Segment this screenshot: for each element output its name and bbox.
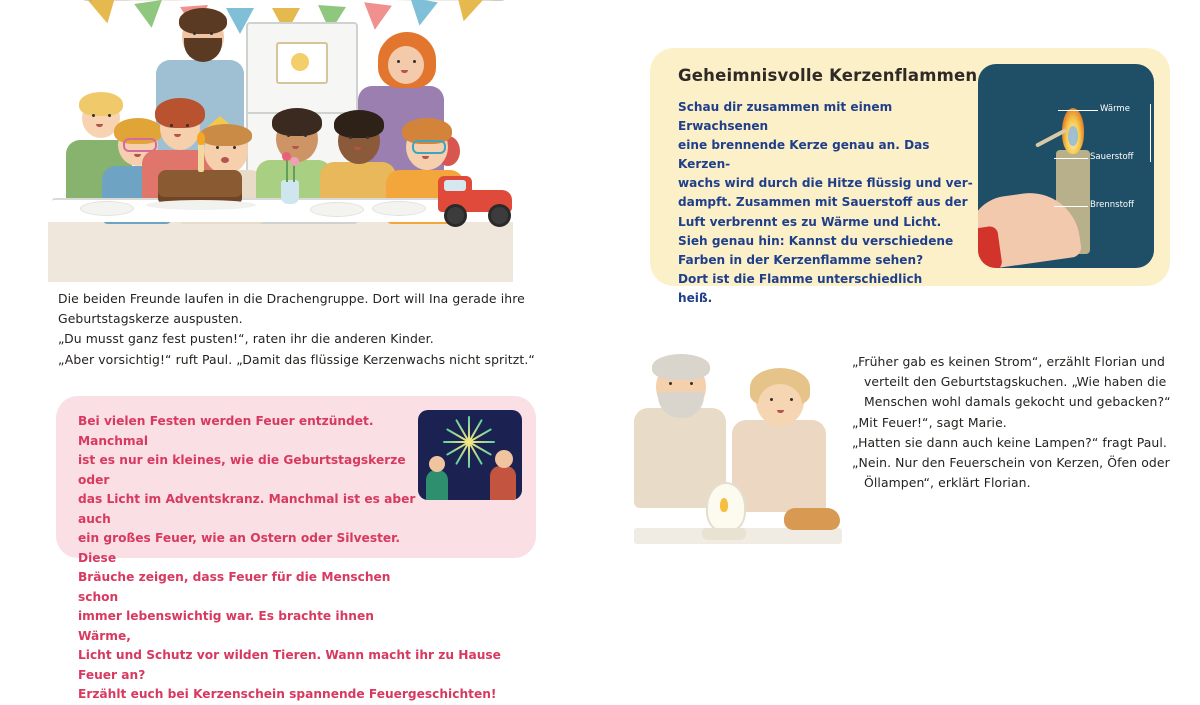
adult-woman-face xyxy=(388,46,424,84)
right-story-paragraph xyxy=(852,352,1172,494)
toy-car-window xyxy=(444,180,466,191)
pink-box-line: das Licht im Adventskranz. Manchmal ist es aber auch xyxy=(78,492,416,526)
wall-picture xyxy=(276,42,328,84)
right-paragraph-line: „Früher gab es keinen Strom“, erzählt Florian und xyxy=(852,354,1165,369)
grandmother-face xyxy=(758,384,802,426)
grandfather-eye xyxy=(690,382,693,385)
adult-man-eye xyxy=(193,32,196,35)
candle-box-line: eine brennende Kerze genau an. Das Kerzen- xyxy=(678,138,930,172)
child-hair xyxy=(79,92,123,116)
callout-arrow xyxy=(1150,104,1151,162)
right-paragraph-line: Öllampen“, erklärt Florian. xyxy=(864,475,1031,491)
birthday-child-eye xyxy=(216,146,219,149)
birthday-child-mouth xyxy=(221,157,229,163)
left-paragraph-line: „Aber vorsichtig!“ ruft Paul. „Damit das flüssige Kerzenwachs nicht spritzt.“ xyxy=(58,351,535,367)
birthday-cake xyxy=(158,170,242,204)
pink-info-box xyxy=(56,396,536,702)
right-paragraph-line: „Hatten sie dann auch keine Lampen?“ fragt Paul. xyxy=(852,434,1167,450)
callout-line-brennstoff xyxy=(1054,206,1088,207)
candle-box-line: Luft verbrennt es zu Wärme und Licht. xyxy=(678,214,942,229)
birthday-child-eye xyxy=(233,146,236,149)
firework-watcher xyxy=(490,466,516,500)
child-eye xyxy=(92,114,95,117)
grandmother-body xyxy=(732,420,826,512)
grandmother-eye xyxy=(790,398,793,401)
left-paragraph-line: „Du musst ganz fest pusten!“, raten ihr die anderen Kinder. xyxy=(58,331,434,347)
room-floor xyxy=(48,222,513,282)
candle-flames-info-box xyxy=(650,48,1170,305)
firework-burst xyxy=(468,442,470,444)
left-story-paragraph xyxy=(58,289,538,370)
candle-box-line: Sieh genau hin: Kannst du verschiedene xyxy=(678,233,954,248)
adult-man-eye xyxy=(210,32,213,35)
firework-watcher-head xyxy=(429,456,445,472)
right-paragraph-line: Menschen wohl damals gekocht und gebacken?“ xyxy=(864,394,1171,410)
right-paragraph-line: „Nein. Nur den Feuerschein von Kerzen, Öfen oder xyxy=(852,455,1170,471)
pink-box-line: Licht und Schutz vor wilden Tieren. Wann macht ihr zu Hause Feuer an? xyxy=(78,648,501,682)
callout-line-sauerstoff xyxy=(1054,158,1088,159)
adult-woman-eye xyxy=(413,60,416,63)
toy-car-wheel xyxy=(488,204,511,227)
child-hair xyxy=(334,110,384,138)
grandparents-with-oil-lamp-illustration xyxy=(628,336,846,558)
adult-woman-eye xyxy=(397,60,400,63)
adult-man-hair xyxy=(179,8,227,34)
candle-flame-core xyxy=(1068,126,1078,146)
right-paragraph-line: verteilt den Geburtstagskuchen. „Wie haben die xyxy=(864,374,1167,390)
firework-watcher-head xyxy=(495,450,513,468)
child-eye xyxy=(170,124,173,127)
candle-box-line: dampft. Zusammen mit Sauerstoff aus der xyxy=(678,195,968,210)
child-eye xyxy=(366,136,369,139)
child-hair xyxy=(155,98,205,128)
candle-box-title: Geheimnisvolle Kerzenflammen xyxy=(678,66,978,85)
candle-flame-icon xyxy=(197,132,205,145)
pink-box-line: Bräuche zeigen, dass Feuer für die Menschen schon xyxy=(78,570,391,604)
right-paragraph-line: „Mit Feuer!“, sagt Marie. xyxy=(852,414,1007,430)
birthday-child-hair xyxy=(200,124,252,146)
candle-box-line: Schau dir zusammen mit einem Erwachsenen xyxy=(678,100,893,134)
birthday-party-illustration xyxy=(38,0,518,284)
pink-box-line: Erzählt euch bei Kerzenschein spannende Feuergeschichten! xyxy=(78,687,497,702)
left-paragraph-line: Geburtstagskerze auspusten. xyxy=(58,311,243,327)
grandmother-eye xyxy=(770,398,773,401)
callout-label-brennstoff: Brennstoff xyxy=(1090,200,1134,210)
candle-box-line: Farben in der Kerzenflamme sehen? xyxy=(678,252,924,267)
callout-label-waerme: Wärme xyxy=(1100,104,1130,114)
flower-vase xyxy=(281,180,299,204)
child-eye xyxy=(108,114,111,117)
candle-box-line: wachs wird durch die Hitze flüssig und ver- xyxy=(678,176,973,191)
bunting-flag xyxy=(406,0,438,28)
cake-plate xyxy=(146,200,256,210)
grandfather-hair xyxy=(652,354,710,380)
pink-box-text xyxy=(78,412,501,705)
oil-lamp-flame-icon xyxy=(720,498,728,512)
child-eye xyxy=(304,134,307,137)
bread-loaf xyxy=(784,508,840,530)
pink-box-line: ein großes Feuer, wie an Ostern oder Silvester. Diese xyxy=(78,531,401,565)
firework-watcher xyxy=(426,470,448,500)
bunting-flag xyxy=(361,2,392,31)
left-paragraph-line: Die beiden Freunde laufen in die Drachengruppe. Dort will Ina gerade ihre xyxy=(58,291,525,306)
toy-car-wheel xyxy=(444,204,467,227)
flower-stem xyxy=(286,160,288,182)
flower-stem xyxy=(293,164,295,182)
candle-box-text xyxy=(678,98,978,308)
plate xyxy=(310,202,364,217)
flower xyxy=(290,157,299,166)
pink-box-line: ist es nur ein kleines, wie die Geburtstagskerze oder xyxy=(78,453,406,487)
plate xyxy=(372,201,426,216)
oil-lamp-base xyxy=(702,528,746,540)
child-eye xyxy=(186,124,189,127)
child-glasses xyxy=(412,140,446,154)
birthday-candle xyxy=(198,144,204,172)
burning-candle-photo xyxy=(978,64,1154,268)
plate xyxy=(80,201,134,216)
pink-box-line: Bei vielen Festen werden Feuer entzündet. Manchmal xyxy=(78,414,374,448)
bunting-flag xyxy=(134,0,165,30)
grandfather-eye xyxy=(669,382,672,385)
child-hair xyxy=(272,108,322,136)
firework-photo xyxy=(418,410,522,500)
pink-box-line: immer lebenswichtig war. Es brachte ihnen Wärme, xyxy=(78,609,374,643)
callout-label-sauerstoff: Sauerstoff xyxy=(1090,152,1134,162)
callout-line-waerme xyxy=(1058,110,1098,111)
candle-box-line: Dort ist die Flamme unterschiedlich xyxy=(678,271,923,286)
child-eye xyxy=(349,136,352,139)
child-eye xyxy=(287,134,290,137)
candle-box-line: heiß. xyxy=(678,290,713,305)
